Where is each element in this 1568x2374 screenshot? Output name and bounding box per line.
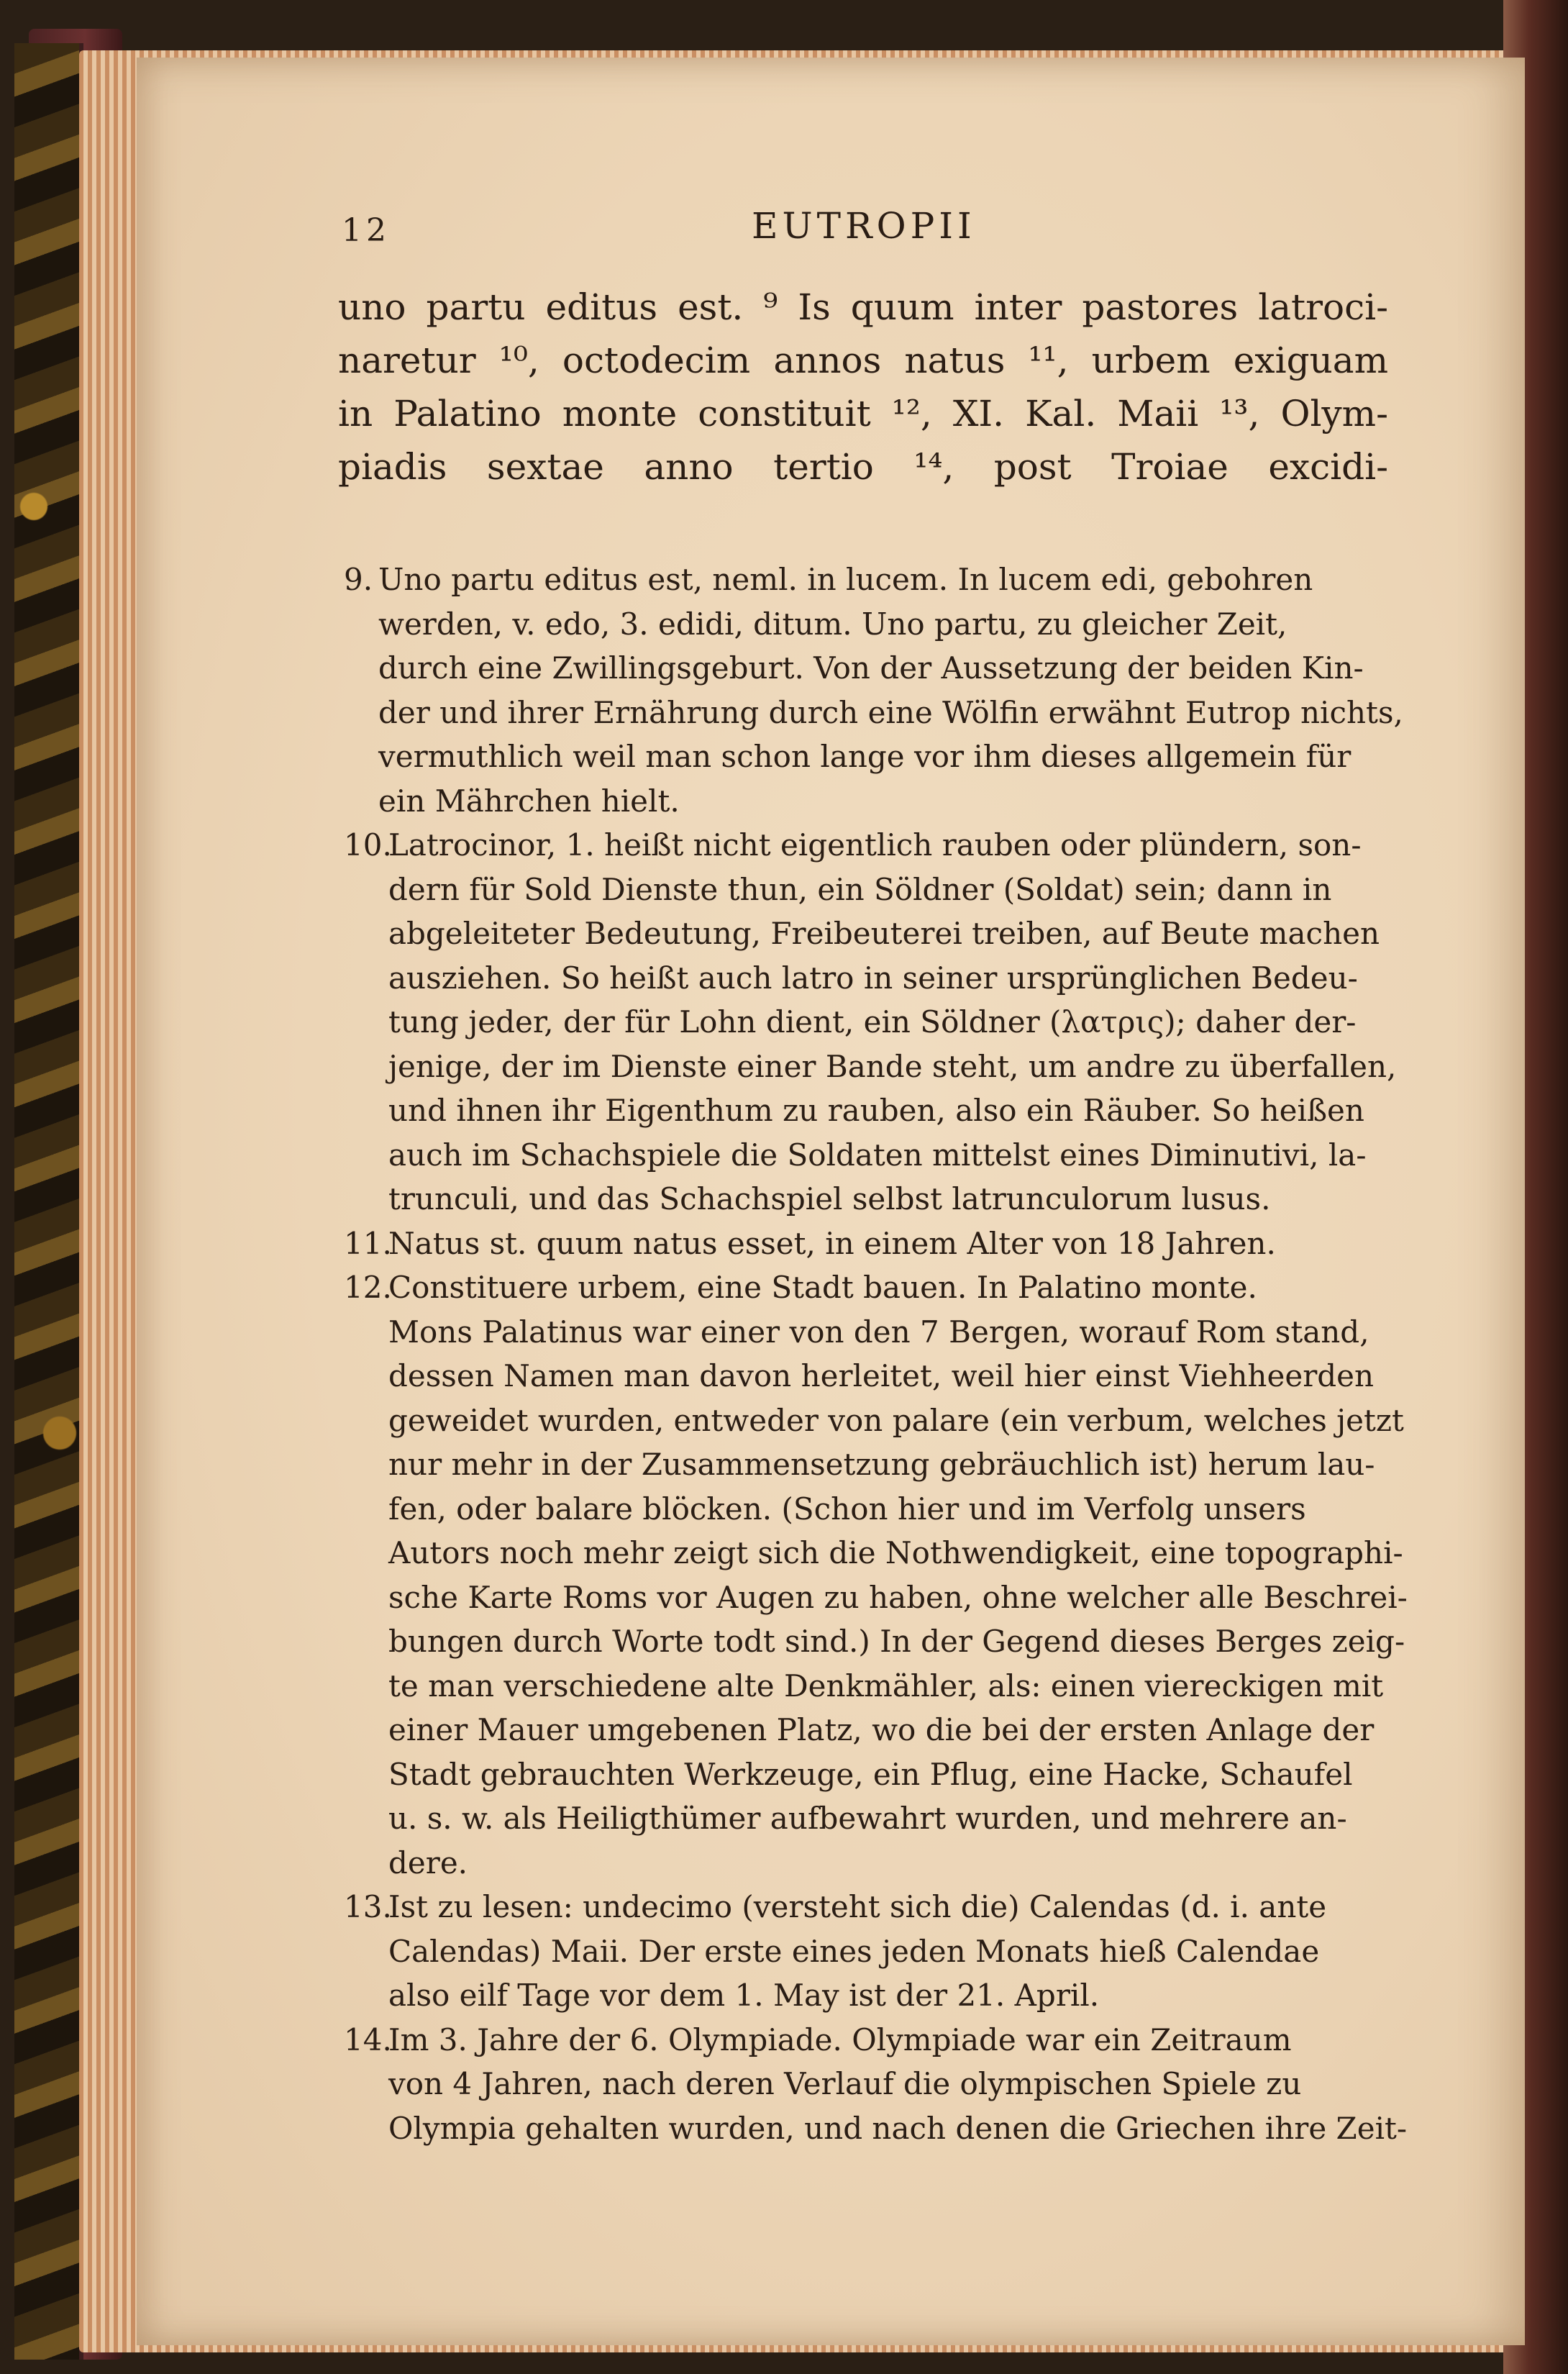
footnote-line: sche Karte Roms vor Augen zu haben, ohne welcher alle Beschrei-: [388, 1579, 1408, 1615]
footnote-line: bungen durch Worte todt sind.) In der Gegend dieses Berges zeig-: [388, 1624, 1405, 1659]
footnote-number: 14.: [344, 2021, 392, 2057]
footnote-line: nur mehr in der Zusammensetzung gebräuchlich ist) herum lau-: [388, 1447, 1375, 1482]
footnote-13: [344, 1885, 1401, 2018]
footnote-line: Im 3. Jahre der 6. Olympiade. Olympiade war ein Zeitraum: [388, 2021, 1292, 2057]
footnote-line: geweidet wurden, entweder von palare (ein verbum, welches jetzt: [388, 1402, 1404, 1438]
footnote-10: [344, 823, 1401, 1222]
main-text-line: uno partu editus est. ⁹ Is quum inter pastores latroci-: [338, 286, 1388, 328]
footnote-11: [344, 1222, 1401, 1266]
footnote-line: ausziehen. So heißt auch latro in seiner ursprünglichen Bedeu-: [388, 960, 1358, 996]
footnote-number: 12.: [344, 1270, 392, 1305]
footnote-line: Natus st. quum natus esset, in einem Alter von 18 Jahren.: [388, 1225, 1276, 1261]
footnote-line: dern für Sold Dienste thun, ein Söldner (Soldat) sein; dann in: [388, 871, 1332, 907]
footnotes: [344, 558, 1408, 2150]
footnote-line: Mons Palatinus war einer von den 7 Bergen, worauf Rom stand,: [388, 1314, 1369, 1350]
main-text-line: naretur ¹⁰, octodecim annos natus ¹¹, urbem exiguam: [338, 340, 1388, 381]
footnote-line: Ist zu lesen: undecimo (versteht sich die) Calendas (d. i. ante: [388, 1889, 1327, 1924]
footnote-line: fen, oder balare blöcken. (Schon hier und im Verfolg unsers: [388, 1491, 1306, 1527]
footnote-12: [344, 1265, 1408, 1885]
footnote-line: ein Mährchen hielt.: [378, 783, 680, 819]
footnote-line: Stadt gebrauchten Werkzeuge, ein Pflug, eine Hacke, Schaufel: [388, 1756, 1353, 1792]
footnote-line: trunculi, und das Schachspiel selbst latrunculorum lusus.: [388, 1181, 1271, 1216]
running-head: EUTROPII: [752, 205, 976, 247]
footnote-number: 9.: [344, 562, 373, 597]
footnote-line: Autors noch mehr zeigt sich die Nothwendigkeit, eine topographi-: [388, 1535, 1403, 1570]
footnote-line: durch eine Zwillingsgeburt. Von der Aussetzung der beiden Kin-: [378, 650, 1364, 686]
footnote-line: abgeleiteter Bedeutung, Freibeuterei treiben, auf Beute machen: [388, 916, 1380, 951]
footnote-line: dere.: [388, 1845, 468, 1880]
footnote-line: u. s. w. als Heiligthümer aufbewahrt wurden, und mehrere an-: [388, 1801, 1347, 1836]
footnote-line: te man verschiedene alte Denkmähler, als: einen viereckigen mit: [388, 1668, 1384, 1704]
footnote-line: werden, v. edo, 3. edidi, ditum. Uno partu, zu gleicher Zeit,: [378, 606, 1287, 642]
footnote-line: tung jeder, der für Lohn dient, ein Söldner (λατρις); daher der-: [388, 1004, 1357, 1040]
footnote-number: 11.: [344, 1225, 392, 1261]
footnote-line: Calendas) Maii. Der erste eines jeden Monats hieß Calendae: [388, 1933, 1320, 1969]
footnote-line: dessen Namen man davon herleitet, weil hier einst Viehheerden: [388, 1358, 1375, 1393]
footnote-14: [344, 2018, 1408, 2151]
footnote-line: einer Mauer umgebenen Platz, wo die bei der ersten Anlage der: [388, 1712, 1375, 1747]
marbled-cover: [14, 43, 83, 2360]
page-number: 12: [342, 212, 391, 249]
footnote-line: auch im Schachspiele die Soldaten mittelst eines Diminutivi, la-: [388, 1137, 1367, 1173]
footnote-line: Olympia gehalten wurden, und nach denen die Griechen ihre Zeit-: [388, 2110, 1408, 2146]
footnote-line: Latrocinor, 1. heißt nicht eigentlich rauben oder plündern, son-: [388, 827, 1362, 863]
footnote-line: jenige, der im Dienste einer Bande steht, um andre zu überfallen,: [388, 1048, 1397, 1084]
footnote-line: Constituere urbem, eine Stadt bauen. In Palatino monte.: [388, 1270, 1257, 1305]
footnote-line: vermuthlich weil man schon lange vor ihm dieses allgemein für: [378, 739, 1352, 774]
footnote-line: Uno partu editus est, neml. in lucem. In lucem edi, gebohren: [378, 562, 1313, 597]
main-text-line: piadis sextae anno tertio ¹⁴, post Troiae excidi-: [338, 446, 1388, 488]
footnote-number: 13.: [344, 1889, 392, 1924]
footnote-line: von 4 Jahren, nach deren Verlauf die olympischen Spiele zu: [388, 2066, 1302, 2101]
footnote-line: und ihnen ihr Eigenthum zu rauben, also ein Räuber. So heißen: [388, 1093, 1364, 1128]
footnote-line: also eilf Tage vor dem 1. May ist der 21. April.: [388, 1978, 1100, 2013]
footnote-line: der und ihrer Ernährung durch eine Wölfin erwähnt Eutrop nichts,: [378, 694, 1403, 730]
footnote-9: [344, 558, 1401, 823]
main-text-line: in Palatino monte constituit ¹², XI. Kal. Maii ¹³, Olym-: [338, 393, 1388, 435]
footnote-number: 10.: [344, 827, 392, 863]
